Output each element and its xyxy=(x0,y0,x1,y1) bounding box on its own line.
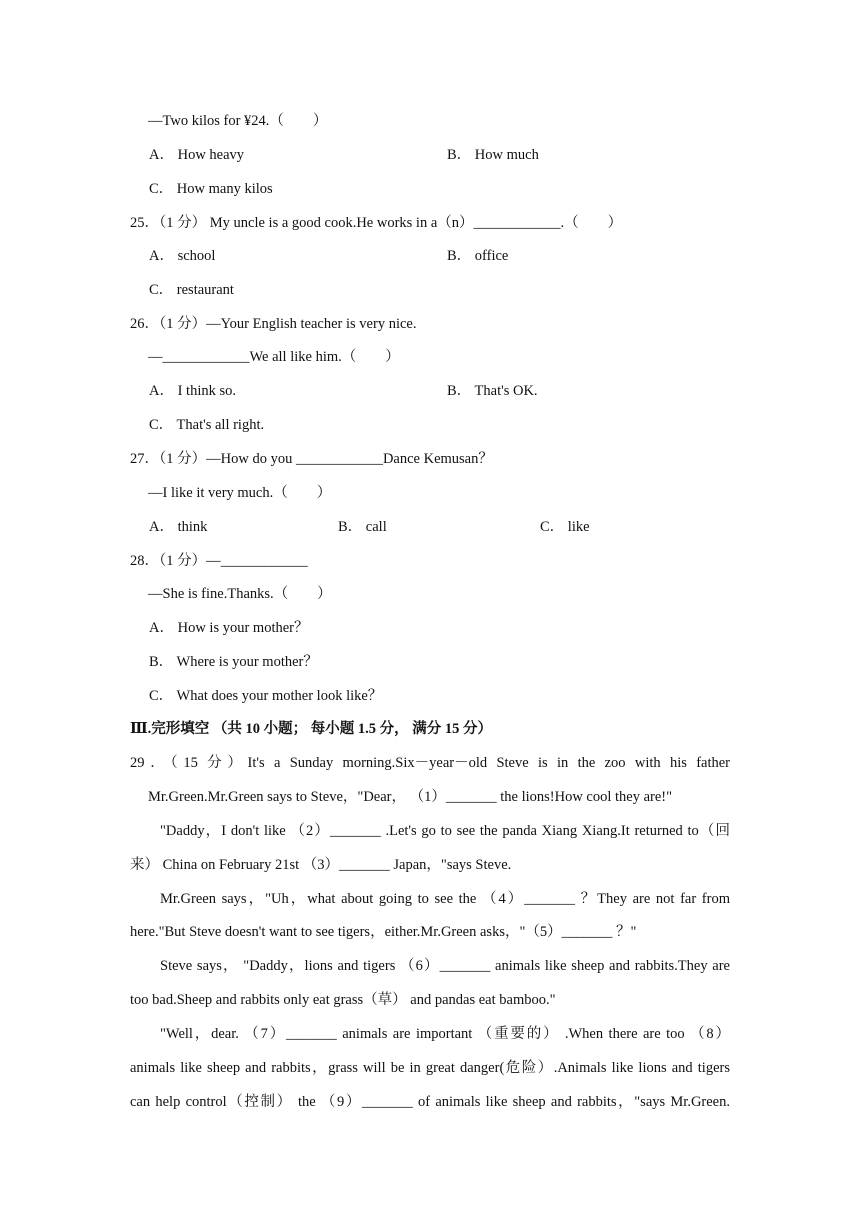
q24-option-c: C． How many kilos xyxy=(149,181,273,197)
q27-line2: —I like it very much.（ ） xyxy=(148,485,332,501)
q28-stem: 28．（1 分）—____________ xyxy=(130,553,308,569)
q27-option-b: B． call xyxy=(338,519,387,535)
q29-line-10: animals like sheep and rabbits，grass will be in great danger(危险）.Animals like lions and tigers xyxy=(130,1060,730,1076)
q26-option-a: A． I think so. xyxy=(149,383,236,399)
q29-line-6: here."But Steve doesn't want to see tigers，either.Mr.Green asks，"（5）_______ ？" xyxy=(130,924,637,940)
q29-line-5: Mr.Green says，"Uh，what about going to see the （4）_______ ？They are not far from xyxy=(160,891,730,907)
q29-line-11: can help control（控制） the （9）_______ of animals like sheep and rabbits，"says Mr.Green. xyxy=(130,1094,730,1110)
q24-option-b: B． How much xyxy=(447,147,539,163)
q28-line2: —She is fine.Thanks.（ ） xyxy=(148,586,332,602)
q26-stem: 26．（1 分）—Your English teacher is very nice. xyxy=(130,316,417,332)
q25-option-c: C． restaurant xyxy=(149,282,234,298)
q29-line-4: 来） China on February 21st （3）_______ Japan，"says Steve. xyxy=(130,857,512,873)
q28-option-b: B． Where is your mother？ xyxy=(149,654,318,670)
q29-line-7: Steve says， "Daddy，lions and tigers （6）_______ animals like sheep and rabbits.They are xyxy=(160,958,730,974)
q24-answer-line: —Two kilos for ¥24.（ ） xyxy=(148,113,328,129)
q29-line-1: 29．（15 分）It's a Sunday morning.Six－year－old Steve is in the zoo with his father xyxy=(130,755,730,771)
q26-option-b: B． That's OK. xyxy=(447,383,538,399)
q27-stem: 27．（1 分）—How do you ____________Dance Kemusan？ xyxy=(130,451,493,467)
q29-line-9: "Well，dear. （7）_______ animals are important （重要的） .When there are too （8） xyxy=(160,1026,731,1042)
q26-option-c: C． That's all right. xyxy=(149,417,265,433)
section-heading: Ⅲ.完形填空 （共 10 小题； 每小题 1.5 分， 满分 15 分） xyxy=(130,721,493,737)
q26-line2: —____________We all like him.（ ） xyxy=(148,349,400,365)
q27-option-c: C． like xyxy=(540,519,590,535)
q24-option-a: A． How heavy xyxy=(149,147,245,163)
q25-option-a: A． school xyxy=(149,248,216,264)
q25-option-b: B． office xyxy=(447,248,509,264)
q29-line-8: too bad.Sheep and rabbits only eat grass（草） and pandas eat bamboo." xyxy=(130,992,556,1008)
q28-option-a: A． How is your mother？ xyxy=(149,620,309,636)
q28-option-c: C． What does your mother look like？ xyxy=(149,688,383,704)
q29-line-2: Mr.Green.Mr.Green says to Steve，"Dear， （1）_______ the lions!How cool they are!" xyxy=(148,789,673,805)
q25-stem: 25．（1 分） My uncle is a good cook.He works in a（n）____________.（ ） xyxy=(130,215,623,231)
q27-option-a: A． think xyxy=(149,519,208,535)
q29-line-3: "Daddy，I don't like （2）_______ .Let's go to see the panda Xiang Xiang.It returned to（回 xyxy=(160,823,730,839)
